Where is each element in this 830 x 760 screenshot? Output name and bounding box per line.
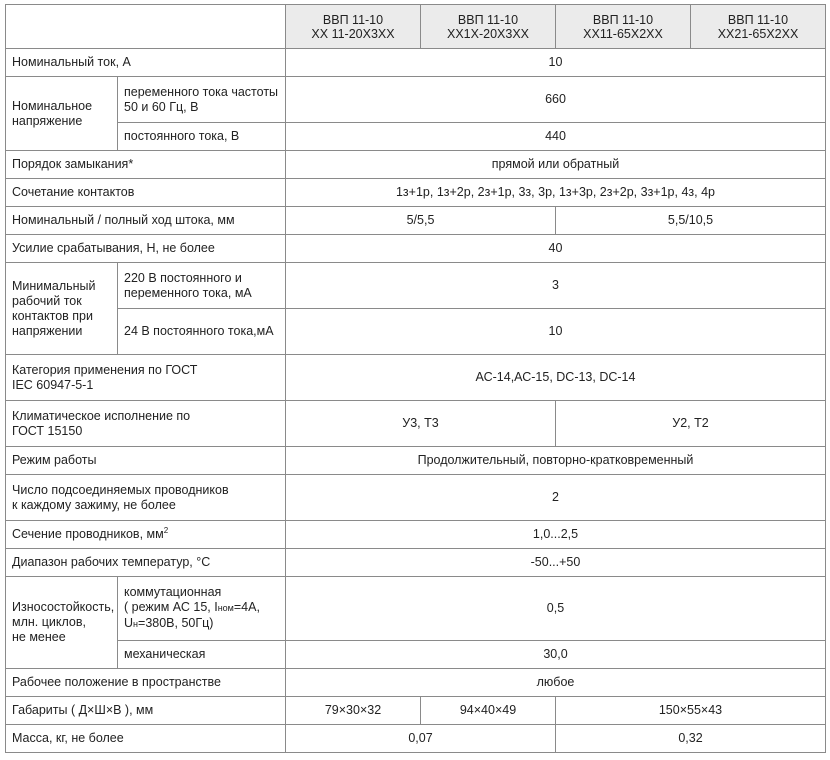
row-label: Масса, кг, не более [6,725,286,753]
row-sublabel: 24 В постоянного тока,мА [118,309,286,355]
row-value: 2 [286,475,826,521]
row-climatic [6,401,826,447]
header-row [6,5,826,49]
header-model-4: ВВП 11-10 ХХ21-65Х2ХХ [691,5,826,49]
row-nominal-current [6,49,826,77]
row-label: Порядок замыкания* [6,151,286,179]
row-value: 660 [286,77,826,123]
row-value: 30,0 [286,641,826,669]
row-value: 1,0...2,5 [286,521,826,549]
row-label: Рабочее положение в пространстве [6,669,286,697]
row-min-current-220 [6,263,826,309]
row-label: Габариты ( Д×Ш×В ), мм [6,697,286,725]
row-contacts [6,179,826,207]
row-value-b: У2, Т2 [556,401,826,447]
row-value: 10 [286,49,826,77]
row-value: -50...+50 [286,549,826,577]
row-label: Число подсоединяемых проводников к каждому зажиму, не более [6,475,286,521]
row-voltage-ac [6,77,826,123]
row-label: Диапазон рабочих температур, °С [6,549,286,577]
row-value-a: У3, Т3 [286,401,556,447]
row-value-2: 94×40×49 [421,697,556,725]
row-mass [6,725,826,753]
row-label: Режим работы [6,447,286,475]
row-value: 10 [286,309,826,355]
row-label: Усилие срабатывания, Н, не более [6,235,286,263]
row-dimensions [6,697,826,725]
header-blank-cell [6,5,286,49]
row-voltage-dc [6,123,826,151]
row-value-3: 150×55×43 [556,697,826,725]
row-value-a: 0,07 [286,725,556,753]
row-value: любое [286,669,826,697]
row-temperature [6,549,826,577]
row-value-a: 5/5,5 [286,207,556,235]
row-sublabel: переменного тока частоты 50 и 60 Гц, В [118,77,286,123]
row-value-b: 0,32 [556,725,826,753]
header-model-3: ВВП 11-10 ХХ11-65Х2ХХ [556,5,691,49]
row-value: 440 [286,123,826,151]
row-sublabel: постоянного тока, В [118,123,286,151]
row-section [6,521,826,549]
row-value: 3 [286,263,826,309]
row-durability-mechanical [6,641,826,669]
spec-table [5,4,826,753]
header-model-1: ВВП 11-10 XX 11-20Х3ХХ [286,5,421,49]
row-value: 40 [286,235,826,263]
row-label: Номинальный ток, А [6,49,286,77]
row-label: Номинальное напряжение [6,77,118,151]
row-value: 0,5 [286,577,826,641]
row-value-b: 5,5/10,5 [556,207,826,235]
row-label: Сочетание контактов [6,179,286,207]
row-mode [6,447,826,475]
row-label: Минимальный рабочий ток контактов при напряжении [6,263,118,355]
row-closing-order [6,151,826,179]
header-model-2: ВВП 11-10 ХХ1Х-20Х3ХХ [421,5,556,49]
row-label: Износостойкость, млн. циклов, не менее [6,577,118,669]
row-min-current-24 [6,309,826,355]
row-value: прямой или обратный [286,151,826,179]
row-label: Сечение проводников, $мм^2$ [6,521,286,549]
row-label: Категория применения по ГОСТ IEC 60947-5-1 [6,355,286,401]
row-sublabel: коммутационная ( режим АС 15, Iном=4А, Uн=380В, 50Гц) [118,577,286,641]
row-sublabel: механическая [118,641,286,669]
row-force [6,235,826,263]
row-position [6,669,826,697]
row-value-1: 79×30×32 [286,697,421,725]
row-conductors [6,475,826,521]
row-value: 1з+1р, 1з+2р, 2з+1р, 3з, 3р, 1з+3р, 2з+2р, 3з+1р, 4з, 4р [286,179,826,207]
row-label: Климатическое исполнение по ГОСТ 15150 [6,401,286,447]
row-value: АС-14,АС-15, DC-13, DC-14 [286,355,826,401]
row-sublabel: 220 В постоянного и переменного тока, мА [118,263,286,309]
row-durability-switching [6,577,826,641]
row-category [6,355,826,401]
row-label: Номинальный / полный ход штока, мм [6,207,286,235]
row-value: Продолжительный, повторно-кратковременный [286,447,826,475]
row-stroke [6,207,826,235]
